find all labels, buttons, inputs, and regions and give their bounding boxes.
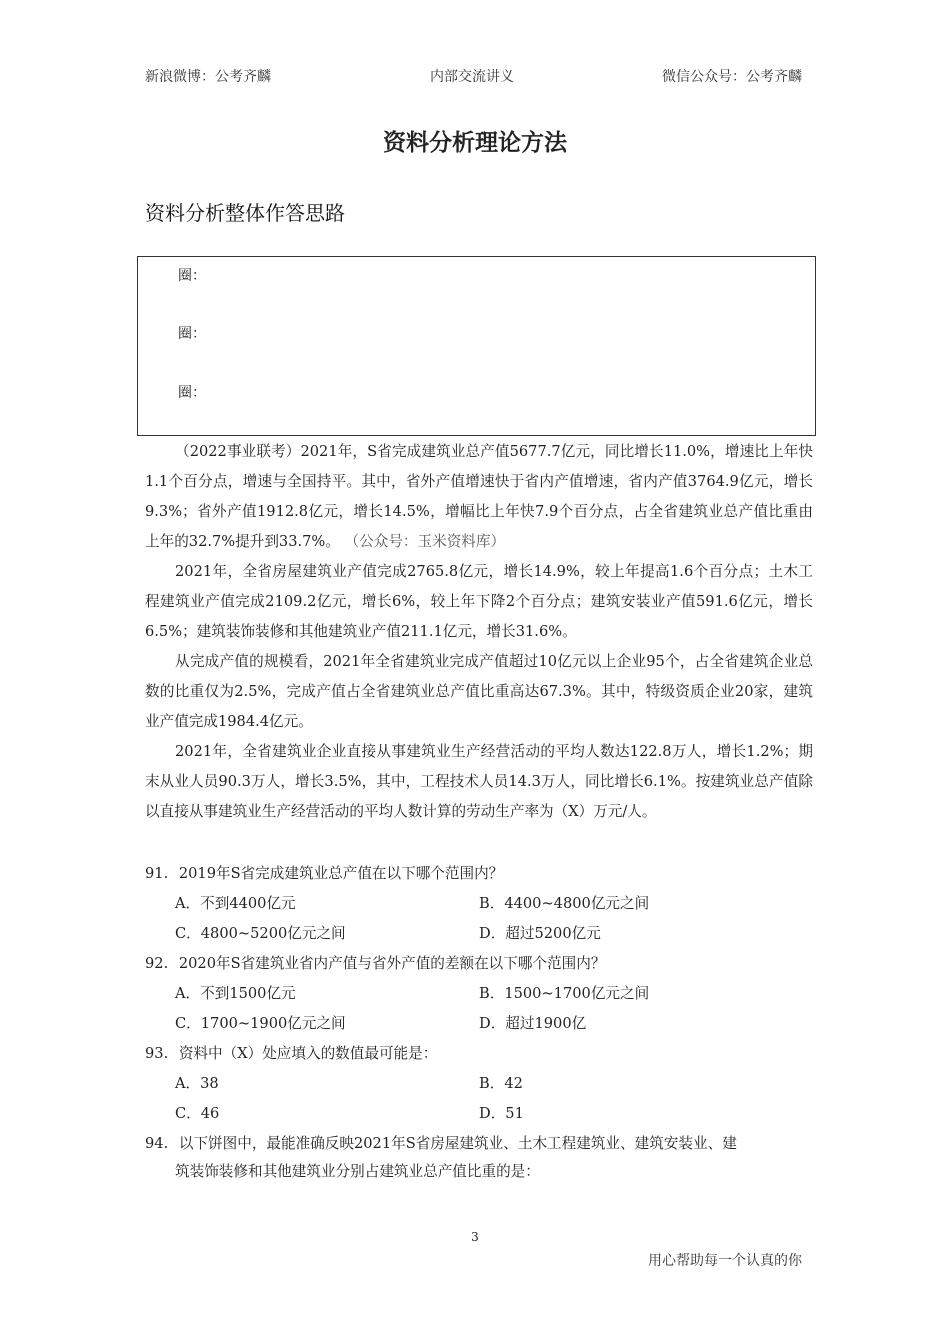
- question-94: [145, 1132, 737, 1153]
- passage-paragraph-3: 从完成产值的规模看，2021年全省建筑业完成产值超过10亿元以上企业95个，占全省建筑企业总数的比重仅为2.5%，完成产值占全省建筑业总产值比重高达67.3%。其中，特级资质企业20家，建筑业产值完成1984.4亿元。: [145, 653, 813, 730]
- option-92-c[interactable]: C．1700~1900亿元之间: [175, 1015, 346, 1032]
- option-93-b[interactable]: B．42: [479, 1075, 523, 1092]
- question-91: [145, 862, 503, 883]
- notes-box: [137, 256, 816, 436]
- section-subtitle: 资料分析整体作答思路: [145, 201, 345, 225]
- question-number: 93.: [145, 1045, 169, 1062]
- option-91-b[interactable]: B．4400~4800亿元之间: [479, 895, 650, 912]
- question-text: 资料中（X）处应填入的数值最可能是：: [178, 1045, 438, 1062]
- option-91-d[interactable]: D．超过5200亿元: [479, 925, 601, 942]
- question-text: 2019年S省完成建筑业总产值在以下哪个范围内？: [178, 865, 504, 882]
- passage-paragraph-1: [145, 437, 813, 557]
- option-92-d[interactable]: D．超过1900亿: [479, 1015, 587, 1032]
- passage-paragraph-2: 2021年，全省房屋建筑业产值完成2765.8亿元，增长14.9%，较上年提高1.6个百分点；土木工程建筑业产值完成2109.2亿元，增长6%，较上年下降2个百分点；建筑安装业产值591.6亿元，增长6.5%；建筑装饰装修和其他建筑业产值211.1亿元，增长31.6%。: [145, 563, 813, 640]
- option-93-a[interactable]: A．38: [175, 1075, 219, 1092]
- question-93: [145, 1042, 437, 1063]
- footer-slogan: 用心帮助每一个认真的你: [648, 1253, 802, 1269]
- question-text: 2020年S省建筑业省内产值与省外产值的差额在以下哪个范围内？: [178, 955, 606, 972]
- passage-paragraph-1-text: （2022事业联考）2021年，S省完成建筑业总产值5677.7亿元，同比增长11.0%，增速比上年快1.1个百分点，增速与全国持平。其中，省外产值增速快于省内产值增速，省内产值3764.9亿元，增长9.3%；省外产值1912.8亿元，增长14.5%，增幅比上年快7.9个百分点，占全省建筑业总产值比重由上年的32.7%提升到33.7%。: [145, 443, 813, 550]
- option-91-c[interactable]: C．4800~5200亿元之间: [175, 925, 346, 942]
- page-title: 资料分析理论方法: [383, 130, 567, 156]
- question-text: 以下饼图中，最能准确反映2021年S省房屋建筑业、土木工程建筑业、建筑安装业、建: [178, 1135, 737, 1152]
- header-right: 微信公众号：公考齐麟: [662, 69, 802, 85]
- option-91-a[interactable]: A．不到4400亿元: [175, 895, 296, 912]
- question-94-continuation: 筑装饰装修和其他建筑业分别占建筑业总产值比重的是：: [175, 1163, 540, 1180]
- passage-paragraph-4: 2021年，全省建筑业企业直接从事建筑业生产经营活动的平均人数达122.8万人，增长1.2%；期末从业人员90.3万人，增长3.5%，其中，工程技术人员14.3万人，同比增长6.1%。按建筑业总产值除以直接从事建筑业生产经营活动的平均人数计算的劳动生产率为（X）万元/人。: [145, 743, 813, 820]
- question-92: [145, 952, 605, 973]
- notes-line-3: 圈：: [178, 385, 206, 401]
- header-left: 新浪微博：公考齐麟: [145, 69, 271, 85]
- question-number: 94.: [145, 1135, 169, 1152]
- option-92-b[interactable]: B．1500~1700亿元之间: [479, 985, 650, 1002]
- passage-source-note: （公众号：玉米资料库）: [344, 533, 506, 550]
- question-number: 91.: [145, 865, 169, 882]
- notes-line-2: 圈：: [178, 326, 206, 342]
- header-center: 内部交流讲义: [430, 69, 514, 85]
- option-93-d[interactable]: D．51: [479, 1105, 524, 1122]
- question-number: 92.: [145, 955, 169, 972]
- page-number: 3: [471, 1230, 479, 1244]
- notes-line-1: 圈：: [178, 268, 206, 284]
- option-93-c[interactable]: C．46: [175, 1105, 220, 1122]
- option-92-a[interactable]: A．不到1500亿元: [175, 985, 296, 1002]
